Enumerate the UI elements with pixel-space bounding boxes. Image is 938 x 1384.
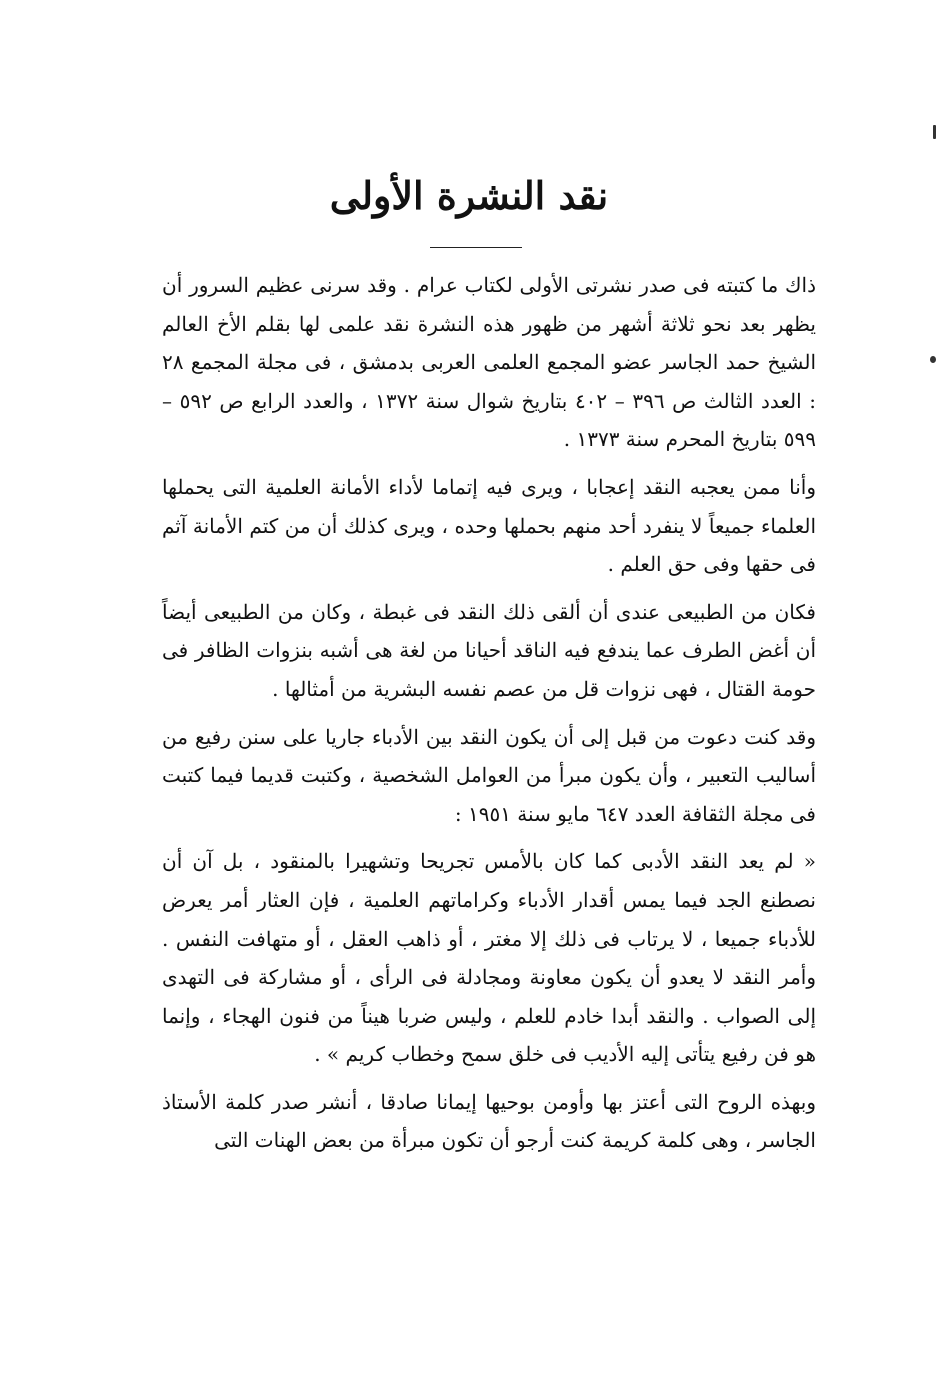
paragraph-6: وبهذه الروح التى أعتز بها وأومن بوحيها إيمانا صادقا ، أنشر صدر كلمة الأستاذ الجاسر ، وهى كلمة كريمة كنت أرجو أن تكون مبرأة من بعض الهنات التى bbox=[162, 1089, 816, 1153]
paragraph-4: وقد كنت دعوت من قبل إلى أن يكون النقد بين الأدباء جاريا على سنن رفيع من أساليب التعبير ، وأن يكون مبرأ من العوامل الشخصية ، وكتبت قديما فيما كتبت فى مجلة الثقافة العدد ٦٤٧ مايو سنة ١٩٥١ : bbox=[162, 724, 816, 826]
margin-dot bbox=[933, 125, 936, 139]
paragraph-2: وأنا ممن يعجبه النقد إعجابا ، ويرى فيه إتماما لأداء الأمانة العلمية التى يحملها العلماء جميعاً لا ينفرد أحد منهم بحملها وحده ، ويرى كذلك أن من كتم الأمانة آثم فى حقها وفى حق العلم . bbox=[162, 474, 817, 577]
paragraph-1: ذاك ما كتبته فى صدر نشرتى الأولى لكتاب عرام . وقد سرنى عظيم السرور أن يظهر بعد نحو ثلاثة أشهر من ظهور هذه النشرة نقد علمى لها بقلم الأخ العالم الشيخ حمد الجاسر عضو المجمع العلمى العربى بدمشق ، فى مجلة المجمع ٢٨ : العدد الثالث ص ٣٩٦ – ٤٠٢ بتاريخ شوال سنة ١٣٧٢ ، والعدد الرابع ص ٥٩٢ – ٥٩٩ بتاريخ المحرم سنة ١٣٧٣ . bbox=[162, 273, 816, 452]
body-text bbox=[162, 266, 816, 1169]
paragraph-5-quote: « لم يعد النقد الأدبى كما كان بالأمس تجريحا وتشهيرا بالمنقود ، بل آن أن نصطنع الجد فيما يمس أقدار الأدباء وكراماتهم العلمية ، فإن العثار أمر يعرض للأدباء جميعا ، لا يرتاب فى ذلك إلا مغتر ، أو ذاهب العقل ، أو متهافت النفس . وأمر النقد لا يعدو أن يكون معاونة ومجادلة فى الرأى ، أو مشاركة فى التهدى إلى الصواب . والنقد أبدا خادم للعلم ، وليس ضربا هيناً من فنون الهجاء ، وإنما هو فن رفيع يتأتى إليه الأديب فى خلق سمح وخطاب كريم » . bbox=[162, 849, 816, 1067]
page-title: نقد النشرة الأولى bbox=[329, 173, 609, 218]
paragraph-3: فكان من الطبيعى عندى أن ألقى ذلك النقد فى غبطة ، وكان من الطبيعى أيضاً أن أغض الطرف عما يندفع فيه الناقد أحيانا من لغة هى أشبه بنزوات الظافر فى حومة القتال ، فهى نزوات قل من عصم نفسه البشرية من أمثالها . bbox=[162, 599, 816, 701]
title-divider bbox=[430, 247, 522, 248]
margin-dot bbox=[930, 356, 936, 363]
